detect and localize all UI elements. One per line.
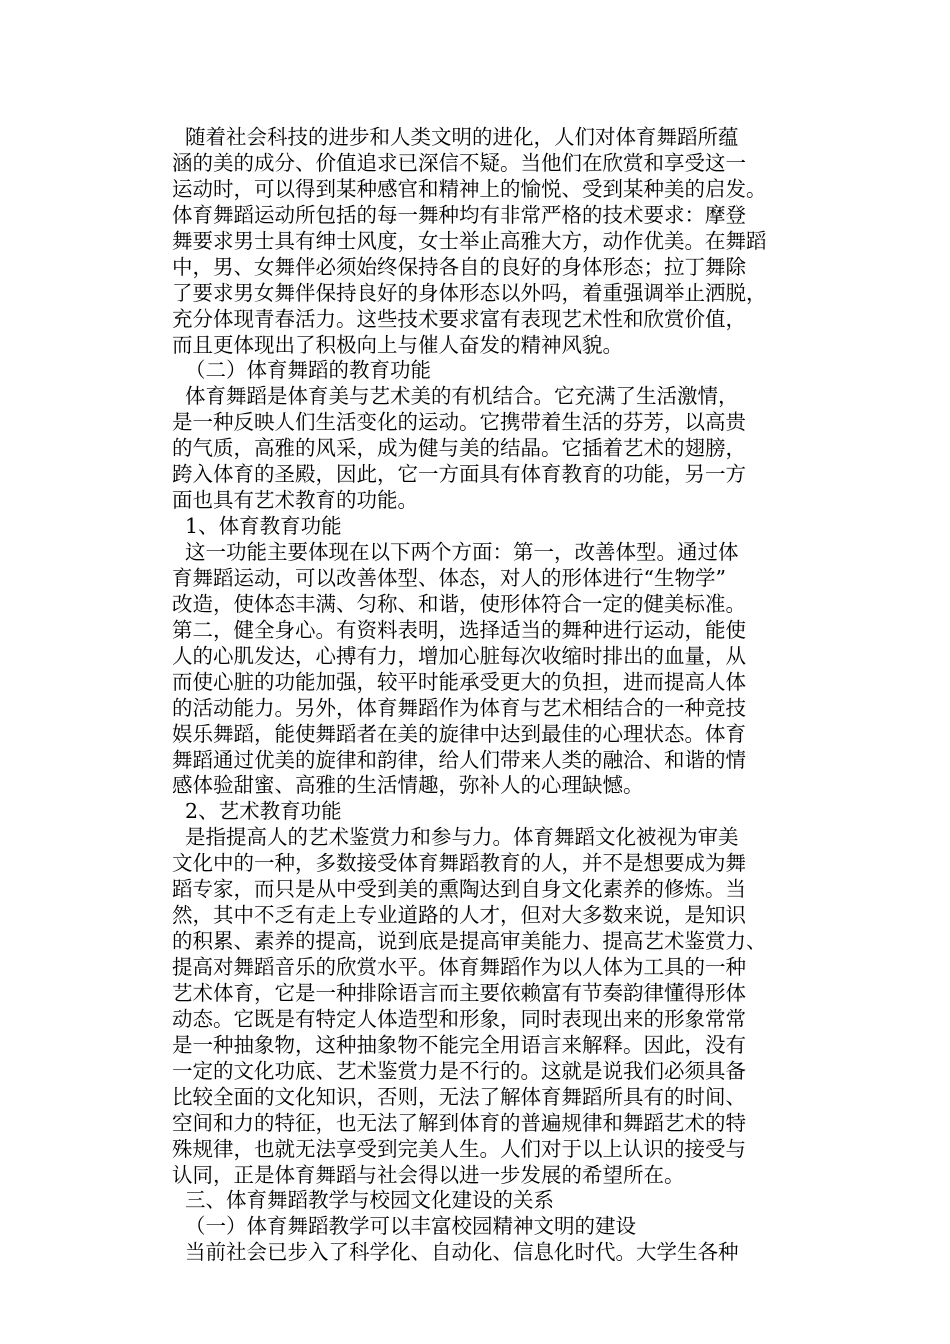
text-line: 然，其中不乏有走上专业道路的人才，但对大多数来说，是知识 — [172, 903, 746, 928]
text-line: 跨入体育的圣殿，因此，它一方面具有体育教育的功能，另一方 — [172, 462, 746, 487]
text-line: （二）体育舞蹈的教育功能 — [172, 358, 432, 383]
text-line: 殊规律，也就无法享受到完美人生。人们对于以上认识的接受与 — [172, 1136, 746, 1161]
text-line: 而使心脏的功能加强，较平时能承受更大的负担，进而提高人体 — [172, 669, 746, 694]
text-line: 的积累、素养的提高，说到底是提高审美能力、提高艺术鉴赏力、 — [172, 929, 767, 954]
text-line: 提高对舞蹈音乐的欣赏水平。体育舞蹈作为以人体为工具的一种 — [172, 955, 746, 979]
text-line: 体育舞蹈运动所包括的每一舞种均有非常严格的技术要求：摩登 — [172, 202, 746, 227]
text-line: 文化中的一种，多数接受体育舞蹈教育的人，并不是想要成为舞 — [172, 851, 746, 876]
text-line: 运动时，可以得到某种感官和精神上的愉悦、受到某种美的启发。 — [172, 176, 767, 201]
text-line: 是一种反映人们生活变化的运动。它携带着生活的芬芳，以高贵 — [172, 410, 746, 435]
text-line: 第二，健全身心。有资料表明，选择适当的舞种进行运动，能使 — [172, 617, 746, 642]
text-line: （一）体育舞蹈教学可以丰富校园精神文明的建设 — [172, 1214, 637, 1239]
text-line: 是指提高人的艺术鉴赏力和参与力。体育舞蹈文化被视为审美 — [172, 825, 739, 850]
text-line: 动态。它既是有特定人体造型和形象，同时表现出来的形象常常 — [172, 1006, 746, 1031]
text-line: 是一种抽象物，这种抽象物不能完全用语言来解释。因此，没有 — [172, 1032, 746, 1057]
text-line: 艺术体育，它是一种排除语言而主要依赖富有节奏韵律懂得形体 — [172, 980, 746, 1005]
text-line: 而且更体现出了积极向上与催人奋发的精神风貌。 — [172, 332, 623, 357]
text-line: 改造，使体态丰满、匀称、和谐，使形体符合一定的健美标准。 — [172, 591, 746, 616]
text-line: 感体验甜蜜、高雅的生活情趣，弥补人的心理缺憾。 — [172, 773, 644, 798]
text-line: 的气质，高雅的风采，成为健与美的结晶。它插着艺术的翅膀， — [172, 436, 746, 461]
text-line: 空间和力的特征，也无法了解到体育的普遍规律和舞蹈艺术的特 — [172, 1110, 746, 1135]
text-line: 中，男、女舞伴必须始终保持各自的良好的身体形态；拉丁舞除 — [172, 254, 746, 279]
text-line: 娱乐舞蹈，能使舞蹈者在美的旋律中达到最佳的心理状态。体育 — [172, 721, 746, 746]
text-line: 舞蹈通过优美的旋律和韵律，给人们带来人类的融洽、和谐的情 — [172, 747, 746, 772]
text-line: 随着社会科技的进步和人类文明的进化，人们对体育舞蹈所蕴 — [172, 125, 739, 149]
text-line: 人的心肌发达，心搏有力，增加心脏每次收缩时排出的血量，从 — [172, 643, 746, 668]
text-line: 了要求男女舞伴保持良好的身体形态以外吗，着重强调举止洒脱， — [172, 280, 767, 305]
text-line: 充分体现青春活力。这些技术要求富有表现艺术性和欣赏价值， — [172, 306, 746, 331]
text-line: 舞要求男士具有绅士风度，女士举止高雅大方，动作优美。在舞蹈 — [172, 228, 767, 253]
text-line: 比较全面的文化知识，否则，无法了解体育舞蹈所具有的时间、 — [172, 1084, 746, 1109]
text-line: 认同，正是体育舞蹈与社会得以进一步发展的希望所在。 — [172, 1162, 685, 1187]
body-text — [172, 125, 792, 1266]
text-line: 蹈专家，而只是从中受到美的熏陶达到自身文化素养的修炼。当 — [172, 877, 746, 902]
text-line: 三、体育舞蹈教学与校园文化建设的关系 — [172, 1188, 555, 1213]
text-line: 这一功能主要体现在以下两个方面：第一，改善体型。通过体 — [172, 540, 739, 564]
text-line: 面也具有艺术教育的功能。 — [172, 488, 418, 513]
text-line: 当前社会已步入了科学化、自动化、信息化时代。大学生各种 — [172, 1240, 739, 1265]
text-line: 一定的文化功底、艺术鉴赏力是不行的。这就是说我们必须具备 — [172, 1058, 746, 1083]
text-line: 2、艺术教育功能 — [172, 799, 342, 824]
text-line: 涵的美的成分、价值追求已深信不疑。当他们在欣赏和享受这一 — [172, 150, 746, 175]
text-line: 育舞蹈运动，可以改善体型、体态，对人的形体进行“生物学” — [172, 565, 726, 590]
text-line: 体育舞蹈是体育美与艺术美的有机结合。它充满了生活激情， — [172, 384, 739, 409]
text-line: 的活动能力。另外，体育舞蹈作为体育与艺术相结合的一种竞技 — [172, 695, 746, 720]
text-line: 1、体育教育功能 — [172, 514, 342, 539]
